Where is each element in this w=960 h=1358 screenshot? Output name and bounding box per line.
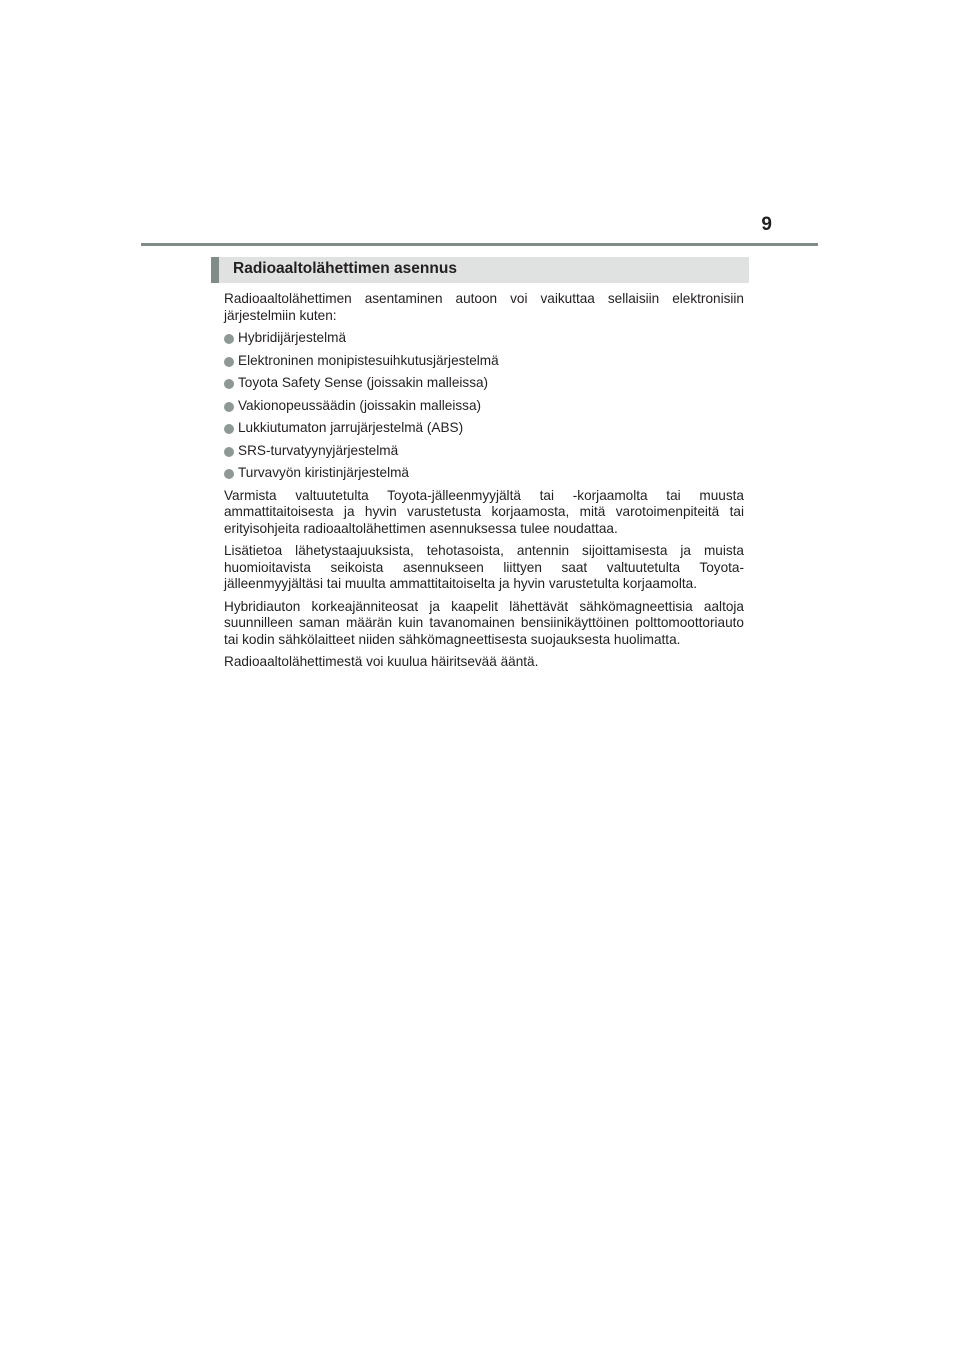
- list-item-text: Hybridijärjestelmä: [238, 330, 347, 345]
- bullet-icon: [224, 334, 234, 344]
- bullet-icon: [224, 447, 234, 457]
- bullet-icon: [224, 379, 234, 389]
- bullet-icon: [224, 424, 234, 434]
- list-item-text: Lukkiutumaton jarrujärjestelmä (ABS): [238, 420, 464, 435]
- paragraph-dealer-advice: Varmista valtuutetulta Toyota-jälleenmyyjältä tai -korjaamolta tai muusta ammattitaitoisesta ja hyvin varustetusta korjaamosta, mitä varotoimenpiteitä tai erityisohjeita radioaaltolähettimen asennuksessa tulee noudattaa.: [224, 487, 744, 536]
- list-item: [224, 420, 744, 437]
- paragraph-more-info: Lisätietoa lähetystaajuuksista, tehotasoista, antennin sijoittamisesta ja muista huomioitavista seikoista asennukseen liittyen saat valtuutetulta Toyota-jälleenmyyjältäsi tai muulta ammattitaitoiselta ja hyvin varustetulta korjaamolta.: [224, 543, 744, 591]
- paragraph-hybrid-emissions: Hybridiauton korkeajänniteosat ja kaapelit lähettävät sähkömagneettisia aaltoja suunnilleen saman määrän kuin tavanomainen bensiinikäyttöinen polttomoottoriauto tai kodin sähkölaitteet niiden sähkömagneettisesta suojauksesta huolimatta.: [224, 598, 744, 647]
- intro-paragraph: Radioaaltolähettimen asentaminen autoon voi vaikuttaa sellaisiin elektronisiin järjestelmiin kuten:: [224, 291, 744, 323]
- list-item: [224, 443, 744, 460]
- list-item: [224, 465, 744, 482]
- page-number: 9: [761, 214, 772, 235]
- list-item-text: Toyota Safety Sense (joissakin malleissa): [238, 375, 489, 390]
- bullet-icon: [224, 357, 234, 367]
- list-item: [224, 375, 744, 392]
- section-heading: [211, 257, 749, 283]
- list-item-text: SRS-turvatyynyjärjestelmä: [238, 442, 399, 458]
- list-item-text: Turvavyön kiristinjärjestelmä: [238, 465, 409, 480]
- content: [224, 291, 744, 677]
- list-item: [224, 330, 744, 347]
- paragraph-noise: Radioaaltolähettimestä voi kuulua häiritsevää ääntä.: [224, 654, 539, 669]
- section-title: Radioaaltolähettimen asennus: [233, 260, 457, 277]
- list-item-text: Vakionopeussäädin (joissakin malleissa): [238, 397, 482, 413]
- bullet-icon: [224, 402, 234, 412]
- bullet-icon: [224, 469, 234, 479]
- header-rule: [141, 243, 818, 246]
- bullet-list: [224, 330, 744, 482]
- list-item-text: Elektroninen monipistesuihkutusjärjestelmä: [238, 352, 499, 368]
- list-item: [224, 353, 744, 370]
- list-item: [224, 398, 744, 415]
